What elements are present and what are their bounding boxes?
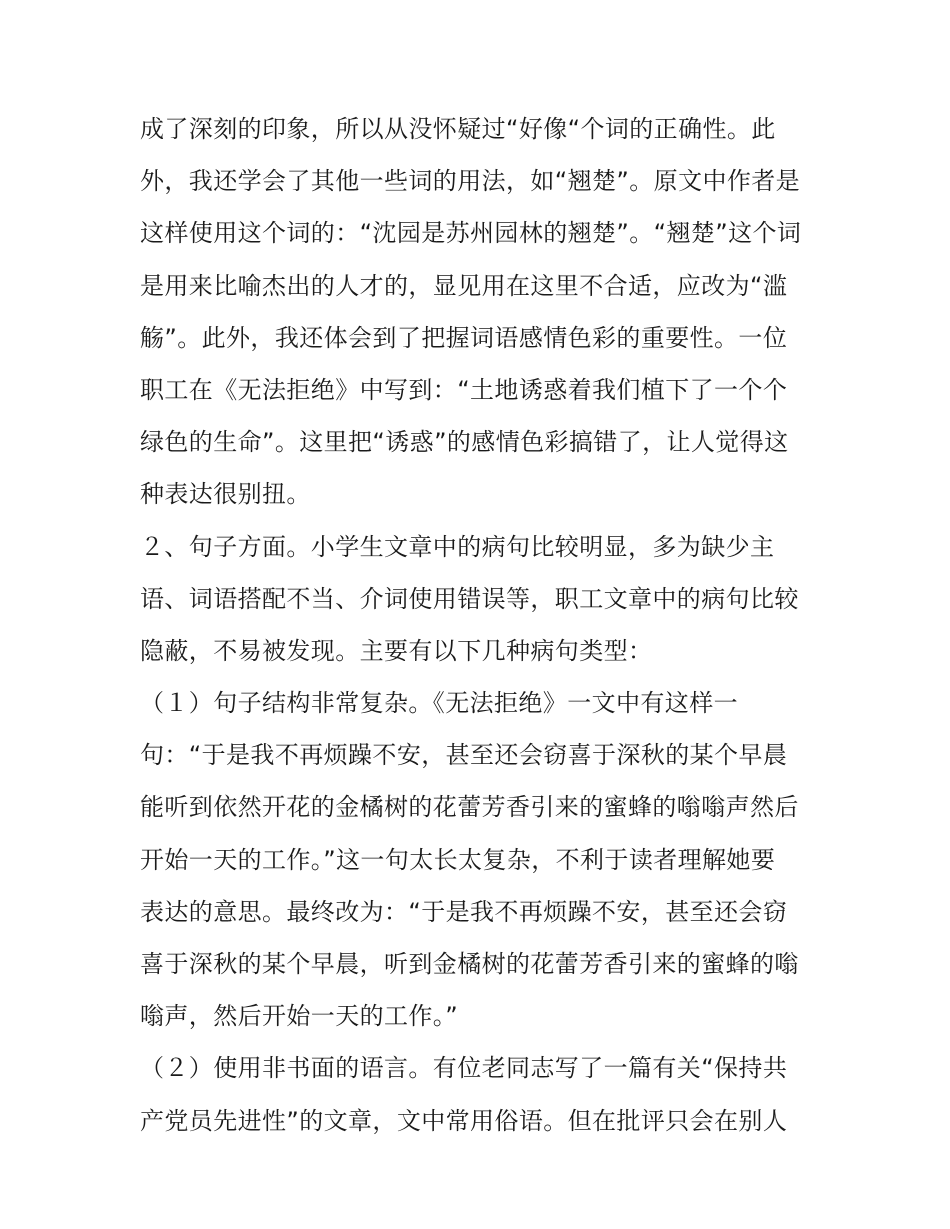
text-line: 绿色的生命”。这里把“诱惑”的感情色彩搞错了，让人觉得这 xyxy=(140,428,789,457)
text-line: 能听到依然开花的金橘树的花蕾芳香引来的蜜蜂的嗡嗡声然后 xyxy=(140,793,799,822)
text-line: 种表达很别扭。 xyxy=(140,480,311,509)
text-line: 产党员先进性”的文章，文中常用俗语。但在批评只会在别人 xyxy=(140,1106,788,1135)
text-line: ２、句子方面。小学生文章中的病句比较明显，多为缺少主 xyxy=(140,532,775,561)
text-line: 是用来比喻杰出的人才的，显见用在这里不合适，应改为“滥 xyxy=(140,271,788,300)
text-line: 职工在《无法拒绝》中写到：“土地诱惑着我们植下了一个个 xyxy=(140,375,788,404)
text-line: 觞”。此外，我还体会到了把握词语感情色彩的重要性。一位 xyxy=(140,323,788,352)
text-line: （１）句子结构非常复杂。《无法拒绝》一文中有这样一 xyxy=(140,689,738,718)
text-line: 语、词语搭配不当、介词使用错误等，职工文章中的病句比较 xyxy=(140,584,799,613)
text-line: 这样使用这个词的：“沈园是苏州园林的翘楚”。“翘楚”这个词 xyxy=(140,219,802,248)
text-line: 成了深刻的印象，所以从没怀疑过“好像“个词的正确性。此 xyxy=(140,115,776,143)
text-line: 开始一天的工作。”这一句太长太复杂，不利于读者理解她要 xyxy=(140,845,776,874)
text-line: 外，我还学会了其他一些词的用法，如“翘楚”。原文中作者是 xyxy=(140,167,801,196)
text-line: 句：“于是我不再烦躁不安，甚至还会窃喜于深秋的某个早晨 xyxy=(140,741,788,770)
body-text xyxy=(140,103,840,1147)
text-line: （２）使用非书面的语言。有位老同志写了一篇有关“保持共 xyxy=(140,1054,788,1083)
text-line: 嗡声，然后开始一天的工作。” xyxy=(140,1002,459,1031)
text-line: 表达的意思。最终改为：“于是我不再烦躁不安，甚至还会窃 xyxy=(140,897,788,926)
text-line: 隐蔽，不易被发现。主要有以下几种病句类型： xyxy=(140,636,653,665)
text-line: 喜于深秋的某个早晨，听到金橘树的花蕾芳香引来的蜜蜂的嗡 xyxy=(140,950,799,978)
